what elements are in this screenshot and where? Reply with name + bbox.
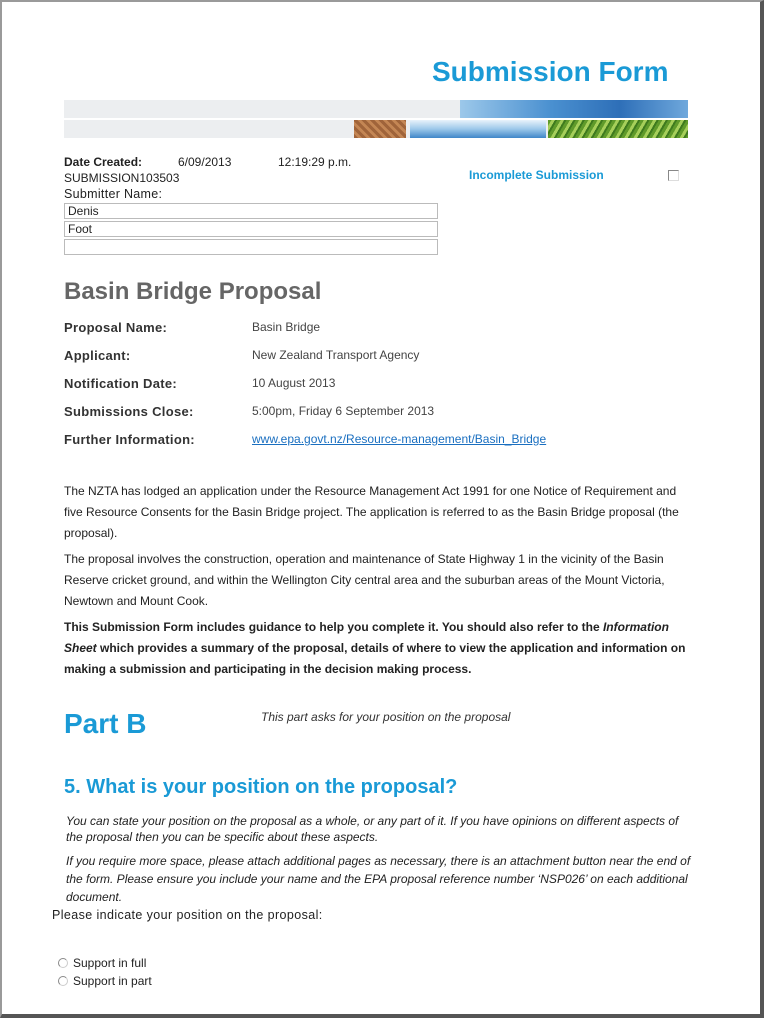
applicant-value: New Zealand Transport Agency xyxy=(252,348,420,362)
proposal-name-value: Basin Bridge xyxy=(252,320,321,334)
support-in-part-radio[interactable] xyxy=(58,976,68,986)
applicant-label: Applicant: xyxy=(64,348,131,363)
incomplete-submission-label: Incomplete Submission xyxy=(469,168,604,182)
last-name-field[interactable]: Foot xyxy=(64,221,438,237)
proposal-title: Basin Bridge Proposal xyxy=(64,278,322,305)
intro-paragraph-3: This Submission Form includes guidance to help you complete it. You should also refer to the Information Sheet which provides a summary of the proposal, details of where to view the application and information on making a submission and participating in the decision making process. xyxy=(64,620,686,676)
part-b-heading: Part B xyxy=(64,708,147,739)
position-prompt: Please indicate your position on the proposal: xyxy=(52,908,323,922)
notification-date-label: Notification Date: xyxy=(64,376,178,391)
banner-fern-image xyxy=(548,120,688,138)
support-in-part-label: Support in part xyxy=(73,974,152,988)
proposal-name-label: Proposal Name: xyxy=(64,320,168,335)
question-5-help-2: If you require more space, please attach additional pages as necessary, there is an attachment button near the end of the form. Please ensure you include your name and the EPA proposal reference number ‘NSP026’ on each additional document. xyxy=(66,854,691,904)
incomplete-submission-checkbox[interactable] xyxy=(668,170,679,181)
intro-paragraph-2: The proposal involves the construction, operation and maintenance of State Highway 1 in the vicinity of the Basin Reserve cricket ground, and within the Wellington City central area and the suburban areas of the Mount Victoria, Newtown and Mount Cook. xyxy=(64,552,665,608)
further-information-link[interactable]: www.epa.govt.nz/Resource-management/Basin_Bridge xyxy=(252,432,547,446)
time-created-value: 12:19:29 p.m. xyxy=(278,155,352,169)
support-in-full-radio[interactable] xyxy=(58,958,68,968)
banner-sky-image xyxy=(460,100,688,118)
submission-id: SUBMISSION103503 xyxy=(64,171,180,185)
submitter-name-label: Submitter Name: xyxy=(64,187,163,201)
support-in-full-option[interactable] xyxy=(58,956,146,970)
part-b-note: This part asks for your position on the proposal xyxy=(261,710,511,724)
information-sheet-reference: Information Sheet xyxy=(64,620,669,655)
notification-date-value: 10 August 2013 xyxy=(252,376,336,390)
question-5-help-1: You can state your position on the proposal as a whole, or any part of it. If you have opinions on different aspects of the proposal then you can be specific about these aspects. xyxy=(66,814,679,844)
further-information-label: Further Information: xyxy=(64,432,195,447)
support-in-full-label: Support in full xyxy=(73,956,147,970)
date-created-label: Date Created: xyxy=(64,155,143,169)
extra-name-field[interactable] xyxy=(64,239,438,255)
header-banner-bottom xyxy=(64,120,688,138)
question-5-heading: 5. What is your position on the proposal? xyxy=(64,776,458,798)
intro-paragraph-1: The NZTA has lodged an application under the Resource Management Act 1991 for one Notice of Requirement and five Resource Consents for the Basin Bridge project. The application is referred to as the Basin Bridge proposal (the proposal). xyxy=(64,484,679,540)
banner-cloud-image xyxy=(410,120,546,138)
banner-earth-image xyxy=(354,120,406,138)
date-created-value: 6/09/2013 xyxy=(178,155,232,169)
submissions-close-value: 5:00pm, Friday 6 September 2013 xyxy=(252,404,435,418)
form-title: Submission Form xyxy=(432,56,669,87)
submissions-close-label: Submissions Close: xyxy=(64,404,194,419)
support-in-part-option[interactable] xyxy=(58,974,152,988)
first-name-field[interactable]: Denis xyxy=(64,203,438,219)
header-banner-top xyxy=(64,100,688,118)
